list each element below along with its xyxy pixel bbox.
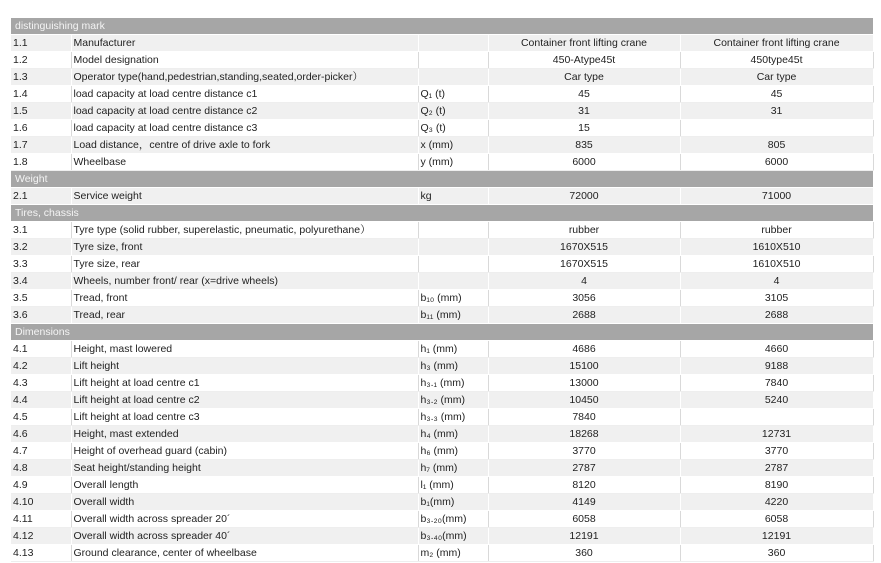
value-model-b: 4220 bbox=[680, 494, 873, 511]
value-model-b: 4660 bbox=[680, 341, 873, 358]
table-row bbox=[11, 290, 873, 307]
row-number: 1.3 bbox=[11, 69, 71, 86]
value-model-a: 2787 bbox=[488, 460, 680, 477]
table-row bbox=[11, 86, 873, 103]
table-row bbox=[11, 52, 873, 69]
table-row bbox=[11, 358, 873, 375]
value-model-a: 4 bbox=[488, 273, 680, 290]
row-unit: Q₃ (t) bbox=[418, 120, 488, 137]
value-model-a: 835 bbox=[488, 137, 680, 154]
row-number: 4.6 bbox=[11, 426, 71, 443]
row-description: Manufacturer bbox=[71, 35, 418, 52]
value-model-b: 12731 bbox=[680, 426, 873, 443]
row-number: 4.4 bbox=[11, 392, 71, 409]
row-number: 1.1 bbox=[11, 35, 71, 52]
spec-table-body bbox=[11, 18, 873, 562]
value-model-a: 4686 bbox=[488, 341, 680, 358]
value-model-a: 1670X515 bbox=[488, 239, 680, 256]
value-model-b: 7840 bbox=[680, 375, 873, 392]
row-number: 4.7 bbox=[11, 443, 71, 460]
row-description: Tyre type (solid rubber, superelastic, pneumatic, polyurethane） bbox=[71, 222, 418, 239]
row-number: 1.8 bbox=[11, 154, 71, 171]
row-description: Service weight bbox=[71, 188, 418, 205]
row-unit: h₁ (mm) bbox=[418, 341, 488, 358]
section-title: distinguishing mark bbox=[11, 18, 873, 35]
spec-table bbox=[11, 18, 874, 562]
row-number: 1.4 bbox=[11, 86, 71, 103]
row-unit: m₂ (mm) bbox=[418, 545, 488, 562]
value-model-b: 45 bbox=[680, 86, 873, 103]
value-model-b: 6058 bbox=[680, 511, 873, 528]
row-description: load capacity at load centre distance c3 bbox=[71, 120, 418, 137]
table-row bbox=[11, 375, 873, 392]
row-description: Lift height bbox=[71, 358, 418, 375]
row-unit: b₁(mm) bbox=[418, 494, 488, 511]
value-model-a: 15100 bbox=[488, 358, 680, 375]
row-description: Tyre size, front bbox=[71, 239, 418, 256]
row-description: Height, mast extended bbox=[71, 426, 418, 443]
value-model-a: 18268 bbox=[488, 426, 680, 443]
row-description: Overall width across spreader 40´ bbox=[71, 528, 418, 545]
value-model-a: 45 bbox=[488, 86, 680, 103]
value-model-a: 3056 bbox=[488, 290, 680, 307]
table-row bbox=[11, 494, 873, 511]
row-number: 3.4 bbox=[11, 273, 71, 290]
row-description: Operator type(hand,pedestrian,standing,seated,order-picker） bbox=[71, 69, 418, 86]
row-description: Tread, front bbox=[71, 290, 418, 307]
table-row bbox=[11, 426, 873, 443]
row-number: 1.6 bbox=[11, 120, 71, 137]
row-number: 4.10 bbox=[11, 494, 71, 511]
row-description: Lift height at load centre c2 bbox=[71, 392, 418, 409]
row-unit: x (mm) bbox=[418, 137, 488, 154]
row-description: Overall length bbox=[71, 477, 418, 494]
value-model-b: Car type bbox=[680, 69, 873, 86]
value-model-b: 450type45t bbox=[680, 52, 873, 69]
table-row bbox=[11, 409, 873, 426]
table-row bbox=[11, 273, 873, 290]
row-number: 4.8 bbox=[11, 460, 71, 477]
value-model-a: 3770 bbox=[488, 443, 680, 460]
value-model-a: rubber bbox=[488, 222, 680, 239]
value-model-a: 450-Atype45t bbox=[488, 52, 680, 69]
table-row bbox=[11, 392, 873, 409]
value-model-a: 4149 bbox=[488, 494, 680, 511]
value-model-b: 8190 bbox=[680, 477, 873, 494]
row-description: Tyre size, rear bbox=[71, 256, 418, 273]
table-row bbox=[11, 103, 873, 120]
row-number: 1.2 bbox=[11, 52, 71, 69]
value-model-a: 7840 bbox=[488, 409, 680, 426]
value-model-a: 12191 bbox=[488, 528, 680, 545]
row-number: 3.2 bbox=[11, 239, 71, 256]
row-description: Model designation bbox=[71, 52, 418, 69]
row-description: Load distance，centre of drive axle to fork bbox=[71, 137, 418, 154]
value-model-a: Car type bbox=[488, 69, 680, 86]
row-description: Overall width bbox=[71, 494, 418, 511]
table-row bbox=[11, 188, 873, 205]
row-unit bbox=[418, 256, 488, 273]
row-description: Seat height/standing height bbox=[71, 460, 418, 477]
value-model-a: 31 bbox=[488, 103, 680, 120]
value-model-b: 1610X510 bbox=[680, 256, 873, 273]
value-model-b: 9188 bbox=[680, 358, 873, 375]
row-unit: h₃.₂ (mm) bbox=[418, 392, 488, 409]
section-header bbox=[11, 171, 873, 188]
table-row bbox=[11, 69, 873, 86]
row-unit: h₇ (mm) bbox=[418, 460, 488, 477]
row-unit: h₃.₃ (mm) bbox=[418, 409, 488, 426]
row-unit bbox=[418, 239, 488, 256]
row-description: Wheelbase bbox=[71, 154, 418, 171]
value-model-b: rubber bbox=[680, 222, 873, 239]
value-model-b: 71000 bbox=[680, 188, 873, 205]
row-number: 3.3 bbox=[11, 256, 71, 273]
section-header bbox=[11, 18, 873, 35]
value-model-b: 1610X510 bbox=[680, 239, 873, 256]
value-model-b: Container front lifting crane bbox=[680, 35, 873, 52]
row-unit: h₃.₁ (mm) bbox=[418, 375, 488, 392]
value-model-b: 2688 bbox=[680, 307, 873, 324]
value-model-b: 4 bbox=[680, 273, 873, 290]
value-model-b: 360 bbox=[680, 545, 873, 562]
row-number: 1.7 bbox=[11, 137, 71, 154]
row-description: load capacity at load centre distance c1 bbox=[71, 86, 418, 103]
table-row bbox=[11, 443, 873, 460]
table-row bbox=[11, 137, 873, 154]
row-number: 3.5 bbox=[11, 290, 71, 307]
table-row bbox=[11, 256, 873, 273]
value-model-b: 3770 bbox=[680, 443, 873, 460]
table-row bbox=[11, 545, 873, 562]
row-description: Tread, rear bbox=[71, 307, 418, 324]
value-model-b bbox=[680, 120, 873, 137]
value-model-a: 6000 bbox=[488, 154, 680, 171]
table-row bbox=[11, 222, 873, 239]
row-description: Lift height at load centre c1 bbox=[71, 375, 418, 392]
value-model-b: 6000 bbox=[680, 154, 873, 171]
value-model-a: 1670X515 bbox=[488, 256, 680, 273]
table-row bbox=[11, 120, 873, 137]
value-model-a: 2688 bbox=[488, 307, 680, 324]
row-unit bbox=[418, 69, 488, 86]
row-number: 4.5 bbox=[11, 409, 71, 426]
value-model-b: 2787 bbox=[680, 460, 873, 477]
table-row bbox=[11, 477, 873, 494]
value-model-a: Container front lifting crane bbox=[488, 35, 680, 52]
row-unit: kg bbox=[418, 188, 488, 205]
value-model-b: 3105 bbox=[680, 290, 873, 307]
row-number: 4.11 bbox=[11, 511, 71, 528]
section-title: Dimensions bbox=[11, 324, 873, 341]
row-unit: h₆ (mm) bbox=[418, 443, 488, 460]
section-title: Weight bbox=[11, 171, 873, 188]
row-unit: h₃ (mm) bbox=[418, 358, 488, 375]
row-number: 4.2 bbox=[11, 358, 71, 375]
row-description: Wheels, number front/ rear (x=drive wheels) bbox=[71, 273, 418, 290]
row-unit: Q₂ (t) bbox=[418, 103, 488, 120]
section-header bbox=[11, 205, 873, 222]
row-description: Overall width across spreader 20´ bbox=[71, 511, 418, 528]
row-unit: h₄ (mm) bbox=[418, 426, 488, 443]
row-unit bbox=[418, 222, 488, 239]
row-number: 3.1 bbox=[11, 222, 71, 239]
table-row bbox=[11, 341, 873, 358]
row-unit bbox=[418, 35, 488, 52]
value-model-a: 72000 bbox=[488, 188, 680, 205]
row-description: Lift height at load centre c3 bbox=[71, 409, 418, 426]
value-model-a: 360 bbox=[488, 545, 680, 562]
table-row bbox=[11, 154, 873, 171]
row-unit: y (mm) bbox=[418, 154, 488, 171]
table-row bbox=[11, 511, 873, 528]
row-unit: b₃.₂₀(mm) bbox=[418, 511, 488, 528]
value-model-a: 15 bbox=[488, 120, 680, 137]
row-description: Height, mast lowered bbox=[71, 341, 418, 358]
row-unit bbox=[418, 273, 488, 290]
value-model-b: 805 bbox=[680, 137, 873, 154]
row-number: 2.1 bbox=[11, 188, 71, 205]
table-row bbox=[11, 239, 873, 256]
table-row bbox=[11, 528, 873, 545]
value-model-b: 31 bbox=[680, 103, 873, 120]
row-number: 3.6 bbox=[11, 307, 71, 324]
value-model-b: 5240 bbox=[680, 392, 873, 409]
table-row bbox=[11, 35, 873, 52]
row-unit bbox=[418, 52, 488, 69]
table-row bbox=[11, 460, 873, 477]
row-number: 1.5 bbox=[11, 103, 71, 120]
row-number: 4.12 bbox=[11, 528, 71, 545]
row-number: 4.9 bbox=[11, 477, 71, 494]
row-description: Height of overhead guard (cabin) bbox=[71, 443, 418, 460]
row-unit: b₃.₄₀(mm) bbox=[418, 528, 488, 545]
row-number: 4.13 bbox=[11, 545, 71, 562]
row-unit: b₁₁ (mm) bbox=[418, 307, 488, 324]
row-unit: b₁₀ (mm) bbox=[418, 290, 488, 307]
row-number: 4.1 bbox=[11, 341, 71, 358]
row-unit: l₁ (mm) bbox=[418, 477, 488, 494]
section-title: Tires, chassis bbox=[11, 205, 873, 222]
value-model-b: 12191 bbox=[680, 528, 873, 545]
value-model-a: 6058 bbox=[488, 511, 680, 528]
value-model-a: 10450 bbox=[488, 392, 680, 409]
row-unit: Q₁ (t) bbox=[418, 86, 488, 103]
value-model-a: 8120 bbox=[488, 477, 680, 494]
row-description: load capacity at load centre distance c2 bbox=[71, 103, 418, 120]
value-model-b bbox=[680, 409, 873, 426]
section-header bbox=[11, 324, 873, 341]
row-description: Ground clearance, center of wheelbase bbox=[71, 545, 418, 562]
table-row bbox=[11, 307, 873, 324]
value-model-a: 13000 bbox=[488, 375, 680, 392]
row-number: 4.3 bbox=[11, 375, 71, 392]
